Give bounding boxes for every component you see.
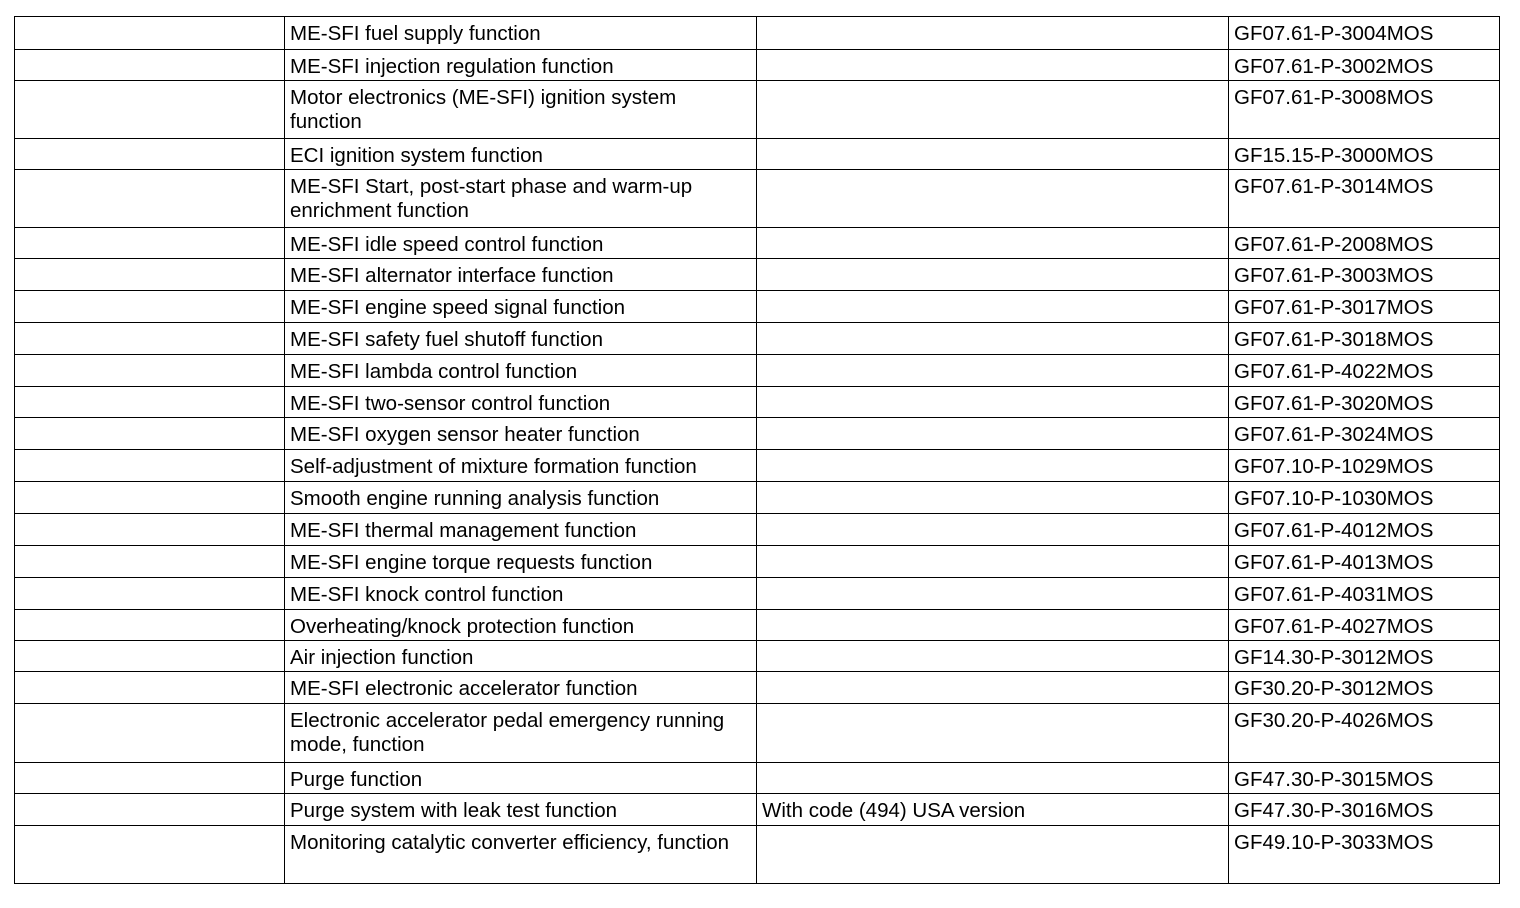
table-row <box>15 672 1500 704</box>
document-number-cell: GF07.61-P-2008MOS <box>1229 228 1500 259</box>
function-title-cell: ME-SFI lambda control function <box>285 355 757 387</box>
document-number-cell: GF07.10-P-1029MOS <box>1229 450 1500 482</box>
function-title-cell: Overheating/knock protection function <box>285 610 757 641</box>
table-row <box>15 387 1500 418</box>
function-reference-table <box>14 16 1500 884</box>
empty-cell <box>15 323 285 355</box>
function-title-cell: Motor electronics (ME-SFI) ignition system function <box>285 81 757 139</box>
empty-cell <box>15 291 285 323</box>
empty-cell <box>15 641 285 672</box>
empty-cell <box>15 610 285 641</box>
note-cell <box>757 578 1229 610</box>
empty-cell <box>15 578 285 610</box>
table-row <box>15 418 1500 450</box>
document-number-cell: GF07.61-P-3020MOS <box>1229 387 1500 418</box>
note-cell: With code (494) USA version <box>757 794 1229 826</box>
table-row <box>15 228 1500 259</box>
note-cell <box>757 672 1229 704</box>
document-number-cell: GF07.61-P-3018MOS <box>1229 323 1500 355</box>
document-number-cell: GF07.61-P-3017MOS <box>1229 291 1500 323</box>
note-cell <box>757 387 1229 418</box>
function-title-cell: ME-SFI alternator interface function <box>285 259 757 291</box>
function-title-cell: Monitoring catalytic converter efficiency, function <box>285 826 757 884</box>
table-body <box>15 17 1500 884</box>
document-number-cell: GF07.61-P-3004MOS <box>1229 17 1500 50</box>
note-cell <box>757 17 1229 50</box>
empty-cell <box>15 672 285 704</box>
document-number-cell: GF30.20-P-4026MOS <box>1229 704 1500 763</box>
empty-cell <box>15 139 285 170</box>
note-cell <box>757 546 1229 578</box>
note-cell <box>757 323 1229 355</box>
note-cell <box>757 763 1229 794</box>
function-title-cell: Air injection function <box>285 641 757 672</box>
table-row <box>15 610 1500 641</box>
function-title-cell: ME-SFI fuel supply function <box>285 17 757 50</box>
table-row <box>15 323 1500 355</box>
function-title-cell: ME-SFI Start, post-start phase and warm-up enrichment function <box>285 170 757 228</box>
document-number-cell: GF14.30-P-3012MOS <box>1229 641 1500 672</box>
empty-cell <box>15 482 285 514</box>
table-row <box>15 17 1500 50</box>
table-row <box>15 450 1500 482</box>
table-row <box>15 139 1500 170</box>
empty-cell <box>15 259 285 291</box>
document-number-cell: GF49.10-P-3033MOS <box>1229 826 1500 884</box>
note-cell <box>757 170 1229 228</box>
empty-cell <box>15 17 285 50</box>
empty-cell <box>15 355 285 387</box>
empty-cell <box>15 170 285 228</box>
table-row <box>15 355 1500 387</box>
function-title-cell: ME-SFI oxygen sensor heater function <box>285 418 757 450</box>
table-row <box>15 546 1500 578</box>
note-cell <box>757 259 1229 291</box>
note-cell <box>757 81 1229 139</box>
empty-cell <box>15 228 285 259</box>
document-number-cell: GF07.61-P-3008MOS <box>1229 81 1500 139</box>
function-title-cell: ME-SFI thermal management function <box>285 514 757 546</box>
document-number-cell: GF07.61-P-4031MOS <box>1229 578 1500 610</box>
table-row <box>15 641 1500 672</box>
empty-cell <box>15 50 285 81</box>
table-row <box>15 704 1500 763</box>
table-row <box>15 81 1500 139</box>
function-title-cell: ME-SFI electronic accelerator function <box>285 672 757 704</box>
note-cell <box>757 704 1229 763</box>
function-title-cell: ME-SFI two-sensor control function <box>285 387 757 418</box>
function-title-cell: Purge function <box>285 763 757 794</box>
document-number-cell: GF07.61-P-3014MOS <box>1229 170 1500 228</box>
note-cell <box>757 50 1229 81</box>
empty-cell <box>15 704 285 763</box>
empty-cell <box>15 763 285 794</box>
function-title-cell: ME-SFI safety fuel shutoff function <box>285 323 757 355</box>
table-row <box>15 794 1500 826</box>
table-row <box>15 170 1500 228</box>
table-row <box>15 514 1500 546</box>
note-cell <box>757 418 1229 450</box>
empty-cell <box>15 387 285 418</box>
function-title-cell: ME-SFI injection regulation function <box>285 50 757 81</box>
table-row <box>15 482 1500 514</box>
document-number-cell: GF15.15-P-3000MOS <box>1229 139 1500 170</box>
empty-cell <box>15 418 285 450</box>
document-number-cell: GF07.61-P-4022MOS <box>1229 355 1500 387</box>
note-cell <box>757 482 1229 514</box>
table-row <box>15 291 1500 323</box>
empty-cell <box>15 450 285 482</box>
document-number-cell: GF07.61-P-3003MOS <box>1229 259 1500 291</box>
table-row <box>15 578 1500 610</box>
empty-cell <box>15 546 285 578</box>
note-cell <box>757 514 1229 546</box>
document-number-cell: GF07.61-P-4027MOS <box>1229 610 1500 641</box>
document-number-cell: GF47.30-P-3015MOS <box>1229 763 1500 794</box>
function-title-cell: ECI ignition system function <box>285 139 757 170</box>
note-cell <box>757 641 1229 672</box>
empty-cell <box>15 514 285 546</box>
table-row <box>15 259 1500 291</box>
document-number-cell: GF07.61-P-3024MOS <box>1229 418 1500 450</box>
note-cell <box>757 228 1229 259</box>
empty-cell <box>15 81 285 139</box>
note-cell <box>757 610 1229 641</box>
table-row <box>15 826 1500 884</box>
function-title-cell: ME-SFI engine torque requests function <box>285 546 757 578</box>
document-number-cell: GF07.61-P-4013MOS <box>1229 546 1500 578</box>
function-title-cell: Smooth engine running analysis function <box>285 482 757 514</box>
note-cell <box>757 139 1229 170</box>
note-cell <box>757 291 1229 323</box>
table-row <box>15 50 1500 81</box>
note-cell <box>757 355 1229 387</box>
document-number-cell: GF07.61-P-4012MOS <box>1229 514 1500 546</box>
function-title-cell: ME-SFI engine speed signal function <box>285 291 757 323</box>
document-number-cell: GF30.20-P-3012MOS <box>1229 672 1500 704</box>
table-row <box>15 763 1500 794</box>
empty-cell <box>15 826 285 884</box>
function-title-cell: Purge system with leak test function <box>285 794 757 826</box>
note-cell <box>757 826 1229 884</box>
note-cell <box>757 450 1229 482</box>
document-number-cell: GF47.30-P-3016MOS <box>1229 794 1500 826</box>
empty-cell <box>15 794 285 826</box>
function-title-cell: Self-adjustment of mixture formation function <box>285 450 757 482</box>
document-number-cell: GF07.10-P-1030MOS <box>1229 482 1500 514</box>
function-title-cell: Electronic accelerator pedal emergency running mode, function <box>285 704 757 763</box>
document-number-cell: GF07.61-P-3002MOS <box>1229 50 1500 81</box>
function-title-cell: ME-SFI idle speed control function <box>285 228 757 259</box>
function-title-cell: ME-SFI knock control function <box>285 578 757 610</box>
